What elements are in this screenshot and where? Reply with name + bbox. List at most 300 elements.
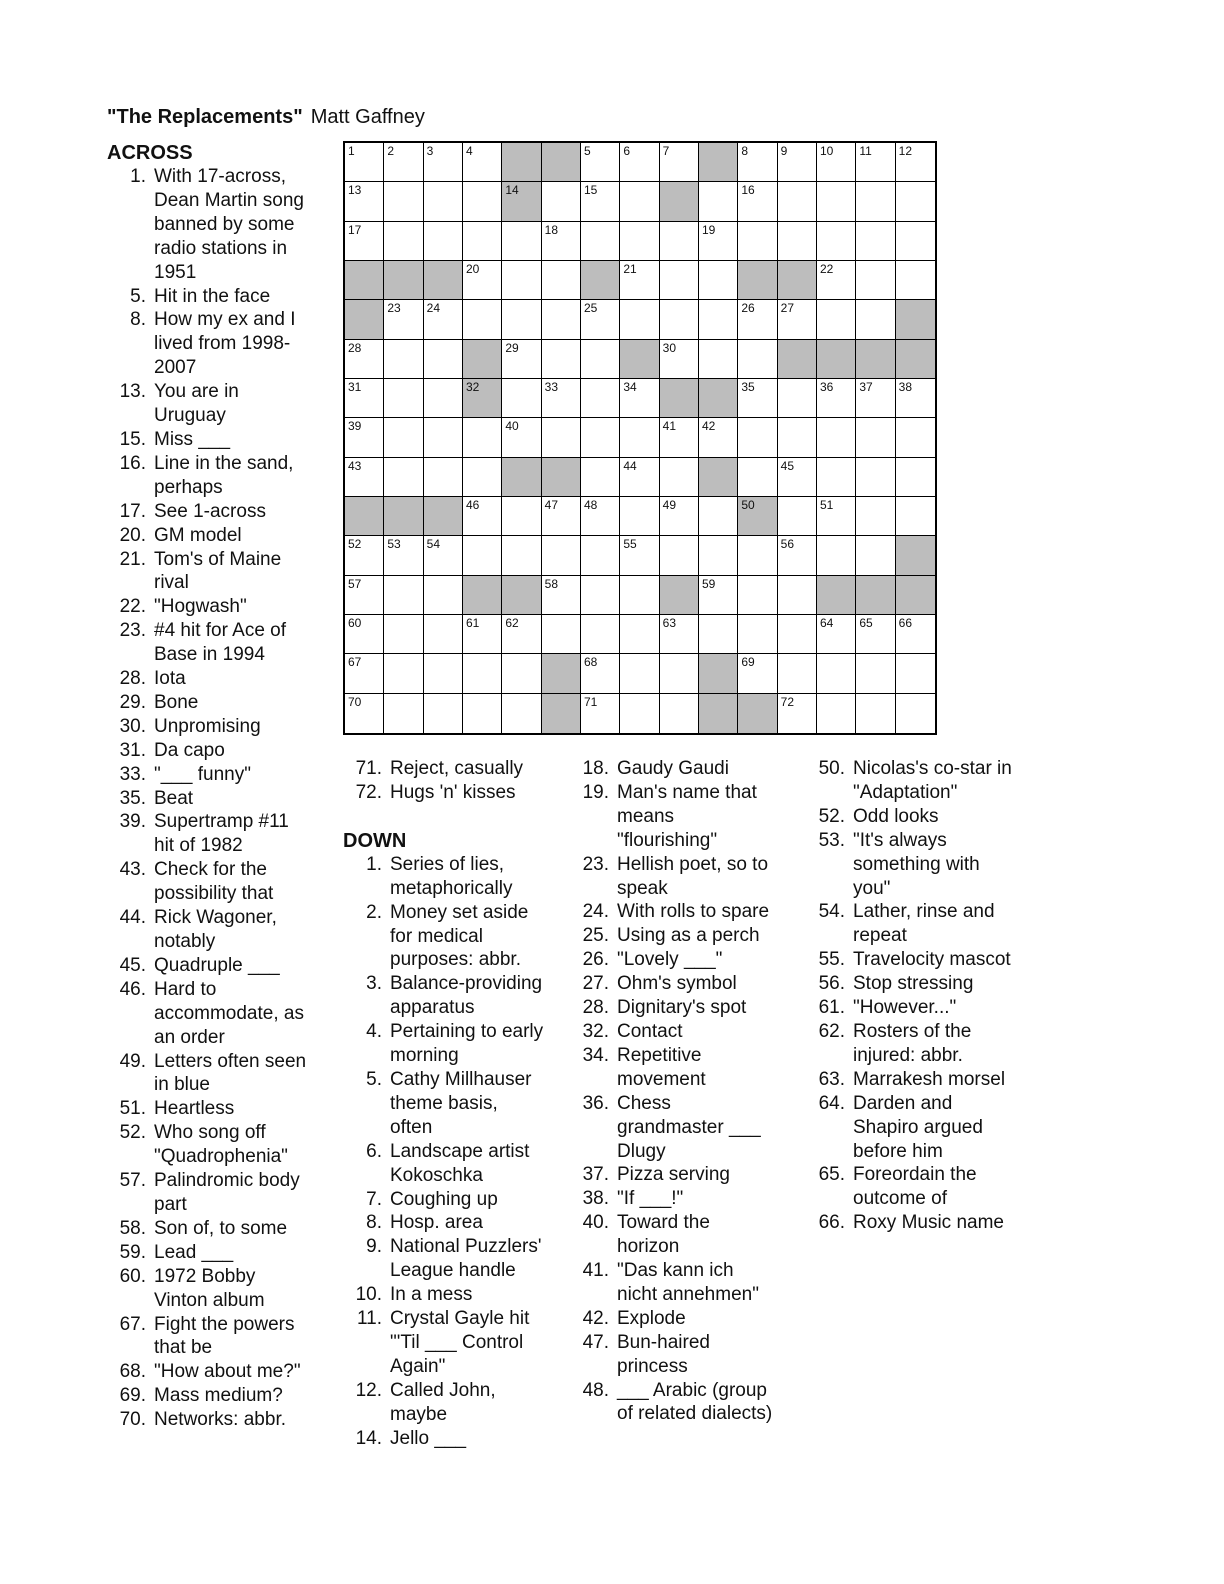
grid-cell[interactable] bbox=[502, 615, 541, 654]
grid-cell[interactable] bbox=[620, 576, 659, 615]
grid-cell[interactable] bbox=[620, 418, 659, 457]
grid-cell[interactable] bbox=[778, 418, 817, 457]
clue-item bbox=[343, 1235, 573, 1283]
clue-text-line: Kokoschka bbox=[390, 1164, 483, 1186]
grid-cell[interactable] bbox=[463, 694, 502, 733]
grid-cell[interactable] bbox=[620, 222, 659, 261]
grid-cell[interactable] bbox=[502, 497, 541, 536]
clue-number: 49 bbox=[662, 497, 677, 512]
clue-text-line: Son of, to some bbox=[154, 1217, 288, 1239]
grid-cell[interactable] bbox=[542, 615, 581, 654]
grid-cell[interactable] bbox=[699, 300, 738, 339]
clue-item bbox=[343, 1068, 573, 1140]
grid-cell[interactable] bbox=[424, 576, 463, 615]
grid-cell[interactable] bbox=[384, 222, 423, 261]
grid-cell[interactable] bbox=[660, 261, 699, 300]
clue-text bbox=[146, 452, 327, 500]
clue-number: 70 bbox=[348, 694, 362, 709]
grid-cell[interactable] bbox=[660, 615, 699, 654]
grid-cell[interactable] bbox=[778, 576, 817, 615]
grid-cell[interactable] bbox=[620, 379, 659, 418]
grid-cell[interactable] bbox=[896, 222, 935, 261]
clue-number: 67 . bbox=[107, 1313, 146, 1361]
clue-text bbox=[609, 1211, 813, 1259]
grid-cell[interactable] bbox=[660, 654, 699, 693]
grid-cell[interactable] bbox=[699, 576, 738, 615]
grid-cell[interactable] bbox=[620, 694, 659, 733]
grid-cell[interactable] bbox=[660, 143, 699, 182]
clue-text-line: "Quadrophenia" bbox=[154, 1146, 288, 1168]
grid-cell[interactable] bbox=[384, 615, 423, 654]
grid-cell[interactable] bbox=[384, 300, 423, 339]
clue-number: 58 . bbox=[107, 1217, 146, 1241]
clue-text-line: Quadruple ___ bbox=[154, 954, 280, 976]
grid-cell[interactable] bbox=[345, 143, 384, 182]
clue-number: 36 . bbox=[578, 1092, 609, 1164]
grid-cell[interactable] bbox=[384, 654, 423, 693]
grid-cell[interactable] bbox=[856, 694, 895, 733]
clue-text-line: notably bbox=[154, 931, 216, 952]
grid-cell[interactable] bbox=[778, 694, 817, 733]
clue-text-line: accommodate, as bbox=[154, 1002, 304, 1024]
clue-number: 45 . bbox=[107, 954, 146, 978]
grid-cell[interactable] bbox=[463, 418, 502, 457]
grid-cell[interactable] bbox=[738, 418, 777, 457]
grid-cell[interactable] bbox=[778, 182, 817, 221]
grid-cell[interactable] bbox=[502, 261, 541, 300]
grid-cell[interactable] bbox=[856, 497, 895, 536]
grid-cell[interactable] bbox=[502, 379, 541, 418]
clue-number: 57 . bbox=[107, 1169, 146, 1217]
clue-text bbox=[146, 428, 327, 452]
clue-text-line: Dean Martin song bbox=[154, 189, 304, 211]
clue-text-line: morning bbox=[390, 1045, 459, 1067]
grid-cell[interactable] bbox=[738, 300, 777, 339]
grid-cell[interactable] bbox=[345, 576, 384, 615]
grid-cell[interactable] bbox=[542, 182, 581, 221]
clue-item bbox=[814, 1068, 1054, 1092]
grid-cell[interactable] bbox=[542, 576, 581, 615]
grid-cell[interactable] bbox=[463, 458, 502, 497]
clue-item bbox=[578, 996, 813, 1020]
grid-cell[interactable] bbox=[502, 300, 541, 339]
grid-cell[interactable] bbox=[699, 615, 738, 654]
grid-cell[interactable] bbox=[778, 654, 817, 693]
grid-cell[interactable] bbox=[817, 261, 856, 300]
grid-cell[interactable] bbox=[384, 418, 423, 457]
grid-cell[interactable] bbox=[345, 379, 384, 418]
grid-cell[interactable] bbox=[542, 536, 581, 575]
grid-cell[interactable] bbox=[345, 418, 384, 457]
clue-number: 32 . bbox=[578, 1020, 609, 1044]
clue-number: 23 bbox=[387, 301, 401, 316]
clue-text-line: Letters often seen bbox=[154, 1050, 307, 1072]
grid-cell[interactable] bbox=[896, 497, 935, 536]
clue-item bbox=[107, 763, 327, 787]
clue-text bbox=[146, 619, 327, 667]
grid-cell[interactable] bbox=[738, 576, 777, 615]
clue-item bbox=[107, 978, 327, 1050]
grid-cell[interactable] bbox=[896, 615, 935, 654]
grid-cell[interactable] bbox=[581, 576, 620, 615]
clue-text-line: Unpromising bbox=[154, 715, 261, 737]
clue-number: 31 . bbox=[107, 739, 146, 763]
grid-cell[interactable] bbox=[778, 379, 817, 418]
clue-number: 15 bbox=[583, 183, 598, 198]
clue-item bbox=[578, 1020, 813, 1044]
across-heading: ACROSS bbox=[107, 142, 193, 164]
grid-cell[interactable] bbox=[660, 222, 699, 261]
grid-cell[interactable] bbox=[345, 458, 384, 497]
clue-number: 21 . bbox=[107, 548, 146, 596]
black-square bbox=[856, 340, 895, 379]
clue-number: 69 bbox=[741, 655, 755, 670]
grid-cell[interactable] bbox=[896, 694, 935, 733]
grid-cell[interactable] bbox=[542, 497, 581, 536]
clue-number: 14 . bbox=[343, 1427, 382, 1451]
clue-number: 65 bbox=[859, 615, 873, 630]
grid-cell[interactable] bbox=[620, 300, 659, 339]
grid-cell[interactable] bbox=[817, 497, 856, 536]
clue-text bbox=[382, 1068, 573, 1140]
clue-text-line: grandmaster ___ bbox=[617, 1116, 761, 1138]
grid-cell[interactable] bbox=[502, 654, 541, 693]
clue-text bbox=[845, 1092, 1054, 1164]
clue-text bbox=[382, 1211, 573, 1235]
clue-item bbox=[107, 595, 327, 619]
clue-number: 8 bbox=[741, 144, 749, 158]
grid-cell[interactable] bbox=[738, 379, 777, 418]
clue-number: 22 bbox=[819, 261, 834, 276]
grid-cell[interactable] bbox=[424, 536, 463, 575]
grid-cell[interactable] bbox=[738, 222, 777, 261]
clue-number: 62 bbox=[505, 615, 519, 630]
clue-number: 59 . bbox=[107, 1241, 146, 1265]
grid-cell[interactable] bbox=[424, 222, 463, 261]
grid-cell[interactable] bbox=[817, 654, 856, 693]
grid-cell[interactable] bbox=[817, 458, 856, 497]
grid-cell[interactable] bbox=[463, 654, 502, 693]
grid-cell[interactable] bbox=[660, 694, 699, 733]
clue-number: 42 bbox=[701, 419, 716, 434]
crossword-grid[interactable] bbox=[343, 141, 937, 735]
grid-cell[interactable] bbox=[699, 536, 738, 575]
grid-cell[interactable] bbox=[856, 182, 895, 221]
clue-item bbox=[578, 924, 813, 948]
grid-cell[interactable] bbox=[581, 300, 620, 339]
grid-cell[interactable] bbox=[620, 615, 659, 654]
grid-cell[interactable] bbox=[738, 458, 777, 497]
grid-cell[interactable] bbox=[345, 222, 384, 261]
clue-text-line: movement bbox=[617, 1068, 706, 1090]
black-square bbox=[345, 300, 384, 339]
clue-text-line: Hosp. area bbox=[390, 1212, 483, 1234]
clue-text bbox=[382, 1307, 573, 1379]
clue-number: 53 bbox=[387, 537, 401, 552]
grid-cell[interactable] bbox=[738, 340, 777, 379]
grid-cell[interactable] bbox=[384, 379, 423, 418]
grid-cell[interactable] bbox=[660, 458, 699, 497]
down-clues-column-4 bbox=[814, 757, 1054, 1235]
grid-cell[interactable] bbox=[699, 340, 738, 379]
clue-number: 59 bbox=[701, 576, 716, 591]
grid-cell[interactable] bbox=[896, 261, 935, 300]
puzzle-author: Matt Gaffney bbox=[310, 106, 425, 128]
grid-cell[interactable] bbox=[463, 143, 502, 182]
grid-cell[interactable] bbox=[502, 536, 541, 575]
clue-text-line: Toward the bbox=[617, 1212, 710, 1234]
clue-text-line: Supertramp #11 bbox=[154, 811, 289, 833]
grid-cell[interactable] bbox=[581, 458, 620, 497]
grid-cell[interactable] bbox=[817, 694, 856, 733]
grid-cell[interactable] bbox=[345, 536, 384, 575]
grid-cell[interactable] bbox=[345, 615, 384, 654]
grid-cell[interactable] bbox=[817, 379, 856, 418]
grid-cell[interactable] bbox=[620, 261, 659, 300]
down-heading: DOWN bbox=[343, 829, 407, 852]
grid-cell[interactable] bbox=[660, 497, 699, 536]
grid-cell[interactable] bbox=[660, 418, 699, 457]
clue-text-line: in blue bbox=[154, 1074, 210, 1096]
grid-cell[interactable] bbox=[463, 497, 502, 536]
grid-cell[interactable] bbox=[778, 497, 817, 536]
clue-text bbox=[146, 500, 327, 524]
grid-cell[interactable] bbox=[424, 379, 463, 418]
grid-cell[interactable] bbox=[384, 182, 423, 221]
grid-cell[interactable] bbox=[463, 261, 502, 300]
clue-number: 3 . bbox=[343, 972, 382, 1020]
black-square bbox=[424, 261, 463, 300]
clue-number: 5 bbox=[583, 144, 591, 158]
grid-cell[interactable] bbox=[542, 379, 581, 418]
grid-cell[interactable] bbox=[581, 615, 620, 654]
grid-cell[interactable] bbox=[424, 694, 463, 733]
grid-cell[interactable] bbox=[345, 182, 384, 221]
grid-cell[interactable] bbox=[699, 182, 738, 221]
grid-cell[interactable] bbox=[778, 615, 817, 654]
grid-cell[interactable] bbox=[384, 143, 423, 182]
clue-text bbox=[845, 829, 1054, 901]
clue-text-line: outcome of bbox=[853, 1188, 947, 1210]
grid-cell[interactable] bbox=[502, 222, 541, 261]
grid-cell[interactable] bbox=[620, 536, 659, 575]
grid-cell[interactable] bbox=[502, 694, 541, 733]
grid-cell[interactable] bbox=[660, 536, 699, 575]
grid-cell[interactable] bbox=[738, 182, 777, 221]
grid-cell[interactable] bbox=[463, 300, 502, 339]
grid-cell[interactable] bbox=[424, 182, 463, 221]
clue-text-line: perhaps bbox=[154, 476, 223, 498]
grid-cell[interactable] bbox=[384, 694, 423, 733]
clue-text-line: Reject, casually bbox=[390, 758, 524, 779]
clue-number: 25 . bbox=[578, 924, 609, 948]
grid-cell[interactable] bbox=[896, 143, 935, 182]
grid-cell[interactable] bbox=[856, 379, 895, 418]
clue-number: 23 . bbox=[107, 619, 146, 667]
clue-number: 7 . bbox=[343, 1188, 382, 1212]
grid-cell[interactable] bbox=[896, 379, 935, 418]
grid-cell[interactable] bbox=[424, 300, 463, 339]
grid-cell[interactable] bbox=[620, 497, 659, 536]
clue-number: 45 bbox=[780, 458, 795, 473]
clue-text-line: Marrakesh morsel bbox=[853, 1068, 1006, 1090]
clue-text-line: Ohm's symbol bbox=[617, 973, 737, 995]
black-square bbox=[502, 182, 541, 221]
grid-cell[interactable] bbox=[463, 536, 502, 575]
grid-cell[interactable] bbox=[620, 458, 659, 497]
clue-text bbox=[146, 906, 327, 954]
grid-cell[interactable] bbox=[856, 654, 895, 693]
grid-cell[interactable] bbox=[581, 182, 620, 221]
grid-cell[interactable] bbox=[699, 497, 738, 536]
grid-cell[interactable] bbox=[384, 576, 423, 615]
grid-cell[interactable] bbox=[581, 694, 620, 733]
grid-cell[interactable] bbox=[778, 222, 817, 261]
grid-cell[interactable] bbox=[699, 261, 738, 300]
clue-text bbox=[382, 757, 573, 781]
clue-text bbox=[609, 1331, 813, 1379]
clue-item bbox=[107, 308, 327, 380]
grid-cell[interactable] bbox=[738, 536, 777, 575]
grid-cell[interactable] bbox=[896, 182, 935, 221]
clue-number: 9 . bbox=[343, 1235, 382, 1283]
grid-cell[interactable] bbox=[896, 418, 935, 457]
grid-cell[interactable] bbox=[856, 418, 895, 457]
black-square bbox=[699, 694, 738, 733]
clue-item bbox=[107, 1217, 327, 1241]
grid-cell[interactable] bbox=[817, 615, 856, 654]
grid-cell[interactable] bbox=[463, 615, 502, 654]
grid-cell[interactable] bbox=[620, 654, 659, 693]
clue-text-line: Roxy Music name bbox=[853, 1212, 1004, 1234]
clue-number: 40 . bbox=[578, 1211, 609, 1259]
clue-number: 55 . bbox=[814, 948, 845, 972]
clue-number: 55 bbox=[623, 537, 637, 552]
grid-cell[interactable] bbox=[581, 536, 620, 575]
grid-cell[interactable] bbox=[384, 340, 423, 379]
clue-text bbox=[845, 972, 1054, 996]
clue-number: 33 . bbox=[107, 763, 146, 787]
grid-cell[interactable] bbox=[384, 458, 423, 497]
grid-cell[interactable] bbox=[856, 615, 895, 654]
black-square bbox=[778, 261, 817, 300]
clue-number: 61 . bbox=[814, 996, 845, 1020]
grid-cell[interactable] bbox=[542, 300, 581, 339]
grid-cell[interactable] bbox=[424, 654, 463, 693]
grid-cell[interactable] bbox=[463, 182, 502, 221]
grid-cell[interactable] bbox=[856, 536, 895, 575]
black-square bbox=[542, 143, 581, 182]
clue-number: 47 . bbox=[578, 1331, 609, 1379]
grid-cell[interactable] bbox=[778, 143, 817, 182]
grid-cell[interactable] bbox=[345, 340, 384, 379]
grid-cell[interactable] bbox=[896, 458, 935, 497]
grid-cell[interactable] bbox=[699, 222, 738, 261]
grid-cell[interactable] bbox=[345, 654, 384, 693]
grid-cell[interactable] bbox=[738, 615, 777, 654]
clue-number: 22 . bbox=[107, 595, 146, 619]
black-square bbox=[502, 458, 541, 497]
grid-cell[interactable] bbox=[738, 143, 777, 182]
grid-cell[interactable] bbox=[424, 143, 463, 182]
grid-cell[interactable] bbox=[542, 261, 581, 300]
clue-item bbox=[107, 1313, 327, 1361]
grid-cell[interactable] bbox=[463, 222, 502, 261]
clue-text-line: Cathy Millhauser bbox=[390, 1068, 532, 1090]
clue-item bbox=[578, 972, 813, 996]
clue-item bbox=[814, 829, 1054, 901]
grid-cell[interactable] bbox=[856, 143, 895, 182]
grid-cell[interactable] bbox=[581, 654, 620, 693]
grid-cell[interactable] bbox=[778, 458, 817, 497]
grid-cell[interactable] bbox=[856, 458, 895, 497]
clue-number: 38 bbox=[898, 379, 913, 394]
grid-cell[interactable] bbox=[581, 497, 620, 536]
clue-number: 53 . bbox=[814, 829, 845, 901]
grid-cell[interactable] bbox=[699, 418, 738, 457]
grid-cell[interactable] bbox=[581, 418, 620, 457]
grid-cell[interactable] bbox=[738, 654, 777, 693]
grid-cell[interactable] bbox=[581, 143, 620, 182]
grid-cell[interactable] bbox=[542, 222, 581, 261]
clue-text-line: Dlugy bbox=[617, 1140, 666, 1162]
clue-item bbox=[578, 1307, 813, 1331]
grid-cell[interactable] bbox=[345, 694, 384, 733]
grid-cell[interactable] bbox=[424, 458, 463, 497]
grid-cell[interactable] bbox=[896, 654, 935, 693]
grid-cell[interactable] bbox=[817, 222, 856, 261]
clue-text bbox=[146, 380, 327, 428]
grid-cell[interactable] bbox=[660, 300, 699, 339]
grid-cell[interactable] bbox=[542, 418, 581, 457]
grid-cell[interactable] bbox=[817, 182, 856, 221]
grid-cell[interactable] bbox=[384, 536, 423, 575]
grid-cell[interactable] bbox=[778, 536, 817, 575]
grid-cell[interactable] bbox=[581, 222, 620, 261]
grid-cell[interactable] bbox=[817, 300, 856, 339]
grid-cell[interactable] bbox=[424, 340, 463, 379]
grid-cell[interactable] bbox=[660, 340, 699, 379]
clue-text-line: metaphorically bbox=[390, 877, 513, 899]
grid-cell[interactable] bbox=[817, 418, 856, 457]
clue-number: 24 bbox=[426, 301, 441, 316]
clue-number: 8 . bbox=[107, 308, 146, 380]
grid-cell[interactable] bbox=[856, 222, 895, 261]
clue-text-line: Who song off bbox=[154, 1122, 266, 1144]
grid-cell[interactable] bbox=[620, 182, 659, 221]
grid-cell[interactable] bbox=[424, 615, 463, 654]
clue-number: 5 . bbox=[107, 285, 146, 309]
clue-text-line: Gaudy Gaudi bbox=[617, 758, 729, 779]
grid-cell[interactable] bbox=[856, 300, 895, 339]
grid-cell[interactable] bbox=[817, 536, 856, 575]
grid-cell[interactable] bbox=[856, 261, 895, 300]
clue-number: 71 bbox=[583, 694, 598, 709]
black-square bbox=[896, 536, 935, 575]
clue-text bbox=[609, 1092, 813, 1164]
grid-cell[interactable] bbox=[424, 418, 463, 457]
grid-cell[interactable] bbox=[542, 340, 581, 379]
grid-cell[interactable] bbox=[620, 143, 659, 182]
grid-cell[interactable] bbox=[778, 300, 817, 339]
grid-cell[interactable] bbox=[581, 340, 620, 379]
clue-text-line: "It's always bbox=[853, 829, 947, 851]
grid-cell[interactable] bbox=[817, 143, 856, 182]
grid-cell[interactable] bbox=[581, 379, 620, 418]
grid-cell[interactable] bbox=[502, 418, 541, 457]
clue-item bbox=[107, 787, 327, 811]
grid-cell[interactable] bbox=[502, 340, 541, 379]
